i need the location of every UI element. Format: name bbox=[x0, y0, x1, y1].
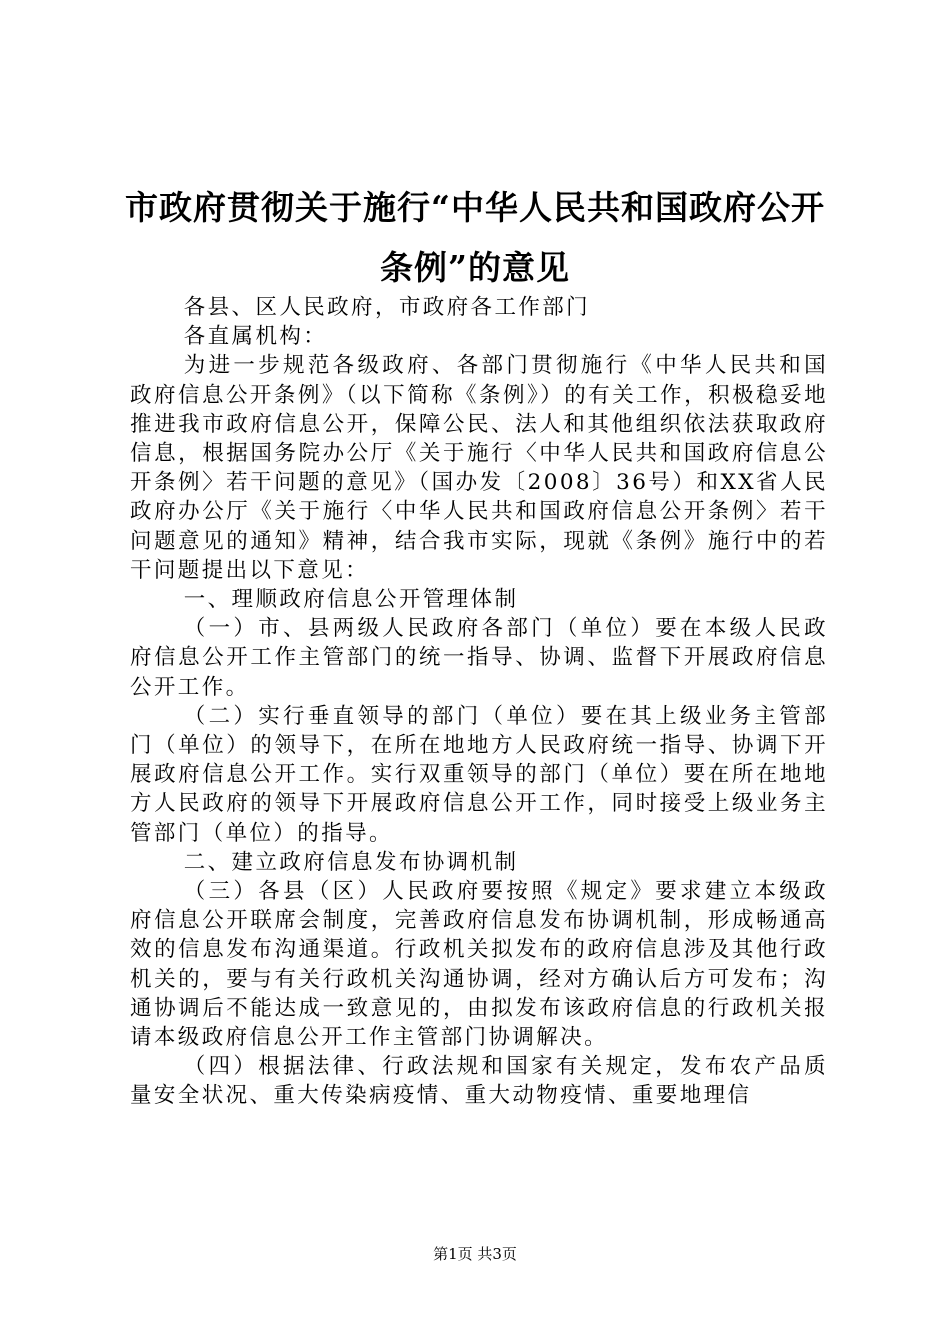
page-number-footer: 第1页 共3页 bbox=[433, 1245, 517, 1263]
paragraph-item-4: （四）根据法律、行政法规和国家有关规定，发布农产品质量安全状况、重大传染病疫情、重大动物疫情、重要地理信 bbox=[130, 1054, 828, 1109]
paragraph-intro: 为进一步规范各级政府、各部门贯彻施行《中华人民共和国政府信息公开条例》（以下简称《条例》）的有关工作，积极稳妥地推进我市政府信息公开，保障公民、法人和其他组织依法获取政府信息，根据国务院办公厅《关于施行〈中华人民共和国政府信息公开条例〉若干问题的意见》（国办发〔2008〕36号）和XX省人民政府办公厅《关于施行〈中华人民共和国政府信息公开条例〉若干问题意见的通知》精神，结合我市实际，现就《条例》施行中的若干问题提出以下意见： bbox=[130, 353, 828, 583]
paragraph-item-1: （一）市、县两级人民政府各部门（单位）要在本级人民政府信息公开工作主管部门的统一指导、协调、监督下开展政府信息公开工作。 bbox=[130, 616, 828, 700]
document-title: 市政府贯彻关于施行“中华人民共和国政府公开条例”的意见 bbox=[125, 188, 825, 287]
paragraph-addressee-2: 各直属机构： bbox=[183, 324, 328, 350]
paragraph-item-2: （二）实行垂直领导的部门（单位）要在其上级业务主管部门（单位）的领导下，在所在地地方人民政府统一指导、协调下开展政府信息公开工作。实行双重领导的部门（单位）要在所在地地方人民政府的领导下开展政府信息公开工作，同时接受上级业务主管部门（单位）的指导。 bbox=[130, 703, 828, 846]
paragraph-addressee-1: 各县、区人民政府，市政府各工作部门 bbox=[183, 295, 591, 320]
section-heading-2: 二、建立政府信息发布协调机制 bbox=[183, 849, 519, 875]
section-heading-1: 一、理顺政府信息公开管理体制 bbox=[183, 587, 519, 613]
document-body bbox=[130, 293, 828, 1111]
paragraph-item-3: （三）各县（区）人民政府要按照《规定》要求建立本级政府信息公开联席会制度，完善政府信息发布协调机制，形成畅通高效的信息发布沟通渠道。行政机关拟发布的政府信息涉及其他行政机关的，要与有关行政机关沟通协调，经对方确认后方可发布；沟通协调后不能达成一致意见的，由拟发布该政府信息的行政机关报请本级政府信息公开工作主管部门协调解决。 bbox=[130, 879, 828, 1051]
